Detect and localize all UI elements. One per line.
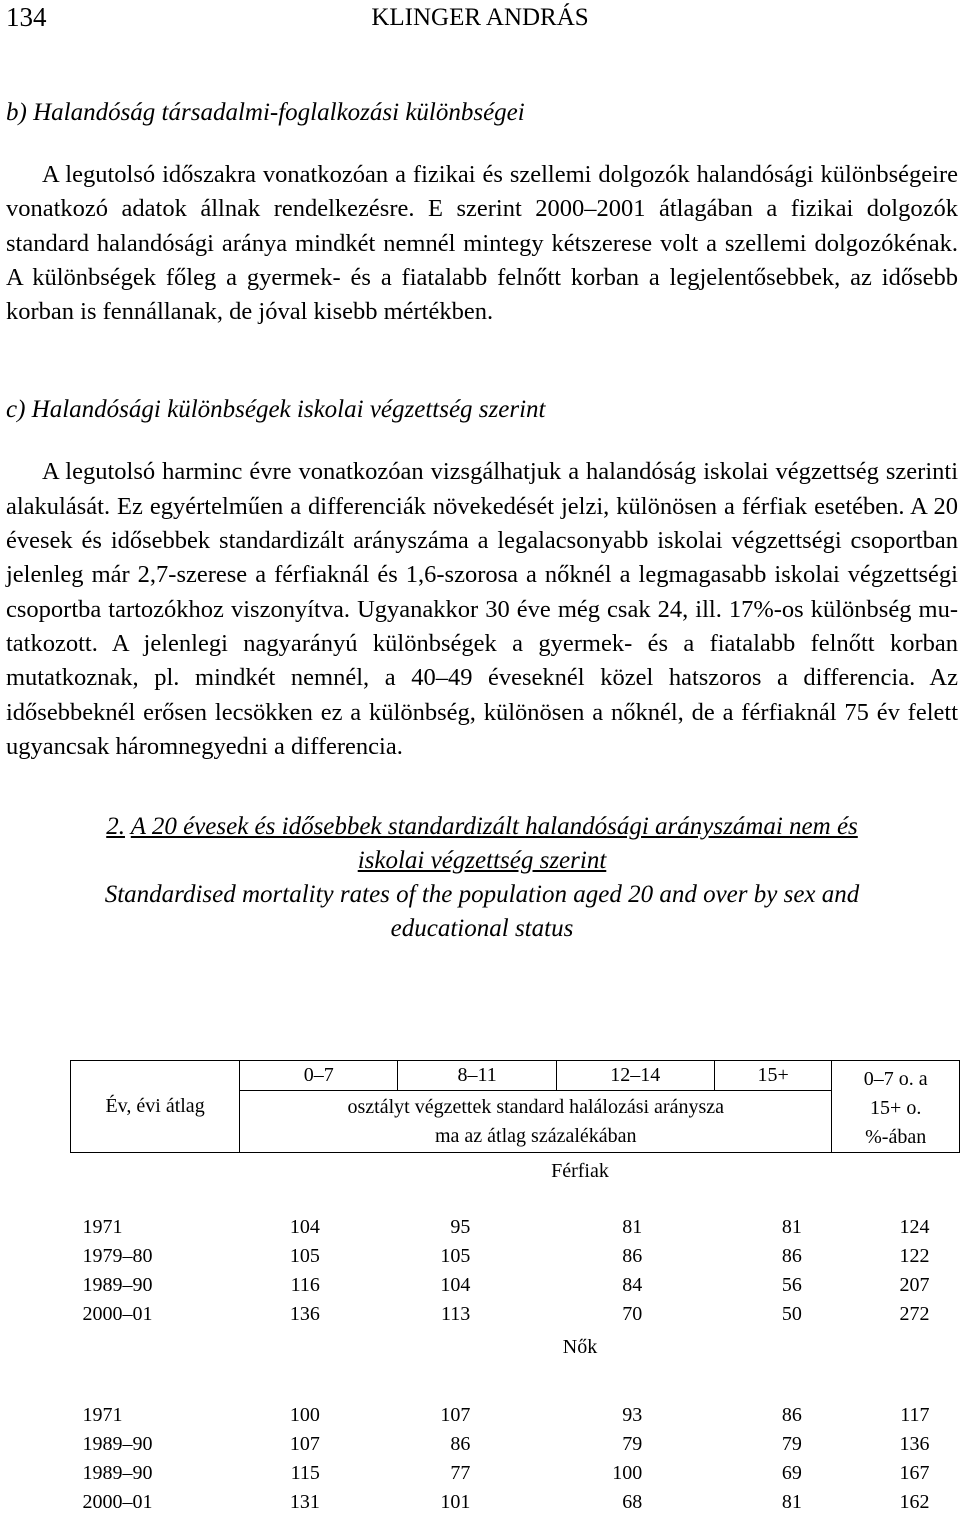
- table-body: [71, 1153, 960, 1517]
- row-year: 1979–80: [71, 1242, 240, 1271]
- row-year: 1971: [71, 1213, 240, 1242]
- row-value: 131: [240, 1488, 398, 1517]
- table-row: [71, 1488, 960, 1517]
- row-value: 86: [556, 1242, 714, 1271]
- row-value: 70: [556, 1300, 714, 1329]
- row-value: 50: [714, 1300, 832, 1329]
- row-value: 117: [832, 1401, 960, 1430]
- group-label: Férfiak: [71, 1153, 960, 1202]
- row-value: 77: [398, 1459, 556, 1488]
- row-value: 105: [240, 1242, 398, 1271]
- row-value: 84: [556, 1271, 714, 1300]
- table-title-hu-1: A 20 évesek és idősebbek standardizált halandósági arányszámai nem és: [131, 813, 858, 840]
- page-header: [0, 2, 960, 42]
- table-row: [71, 1300, 960, 1329]
- row-value: 105: [398, 1242, 556, 1271]
- col-header-subtitle-line-1: osztályt végzettek standard halálozási aránysza: [240, 1093, 831, 1122]
- col-header-ratio-line-3: %-ában: [832, 1123, 959, 1152]
- table-row: [71, 1213, 960, 1242]
- row-value: 81: [714, 1213, 832, 1242]
- col-header-ratio: [832, 1061, 960, 1153]
- row-year: 2000–01: [71, 1488, 240, 1517]
- row-value: 136: [240, 1300, 398, 1329]
- table-row: [71, 1271, 960, 1300]
- row-value: 68: [556, 1488, 714, 1517]
- row-year: 1971: [71, 1401, 240, 1430]
- row-value: 56: [714, 1271, 832, 1300]
- row-value: 115: [240, 1459, 398, 1488]
- col-header-group-2: 12–14: [556, 1061, 714, 1091]
- table-number: 2.: [106, 813, 125, 840]
- table-row: [71, 1430, 960, 1459]
- row-value: 104: [398, 1271, 556, 1300]
- mortality-table: [70, 1060, 960, 1517]
- row-value: 207: [832, 1271, 960, 1300]
- row-value: 86: [398, 1430, 556, 1459]
- table-caption: [6, 810, 958, 946]
- row-value: 101: [398, 1488, 556, 1517]
- row-value: 95: [398, 1213, 556, 1242]
- col-header-subtitle: [240, 1091, 832, 1153]
- col-header-group-0: 0–7: [240, 1061, 398, 1091]
- row-value: 136: [832, 1430, 960, 1459]
- row-year: 1989–90: [71, 1430, 240, 1459]
- row-value: 167: [832, 1459, 960, 1488]
- row-value: 93: [556, 1401, 714, 1430]
- col-header-group-1: 8–11: [398, 1061, 556, 1091]
- page-number: 134: [6, 2, 47, 33]
- row-value: 86: [714, 1401, 832, 1430]
- row-value: 122: [832, 1242, 960, 1271]
- row-year: 1989–90: [71, 1271, 240, 1300]
- page-body: [6, 96, 958, 946]
- row-value: 81: [714, 1488, 832, 1517]
- running-head: KLINGER ANDRÁS: [0, 4, 960, 32]
- row-value: 107: [398, 1401, 556, 1430]
- row-value: 100: [556, 1459, 714, 1488]
- row-value: 116: [240, 1271, 398, 1300]
- table-row: [71, 1401, 960, 1430]
- col-header-group-3: 15+: [714, 1061, 832, 1091]
- col-header-ratio-line-2: 15+ o.: [832, 1094, 959, 1123]
- group-label: Nők: [71, 1329, 960, 1389]
- row-value: 100: [240, 1401, 398, 1430]
- row-year: 1989–90: [71, 1459, 240, 1488]
- table-title-en-2: educational status: [6, 912, 958, 946]
- table-title-en-1: Standardised mortality rates of the population aged 20 and over by sex and: [6, 878, 958, 912]
- section-b-heading: b) Halandóság társadalmi-foglalkozási különbségei: [6, 96, 958, 130]
- row-value: 104: [240, 1213, 398, 1242]
- table-row: [71, 1459, 960, 1488]
- section-b-paragraph: A legutolsó időszakra vonatkozóan a fizikai és szellemi dolgozók halandósági különbségeire vonatkozó adatok állnak rendelkezésre. E szerint 2000–2001 átlagában a fizikai dolgozók standard halandósági aránya mindkét nemnél mintegy kétszerese volt a szellemi dolgozókénak. A különbségek főleg a gyermek- és a fiatalabb felnőtt korban a legjelentősebbek, az idősebb korban is fennállanak, de jóval kisebb mértékben.: [6, 158, 958, 329]
- section-c-paragraph: A legutolsó harminc évre vonatkozóan vizsgálhatjuk a halandóság iskolai végzettség szerinti alakulását. Ez egyértelműen a differenciák növekedését jelzi, különösen a férfiak esetében. A 20 évesek és idősebbek standardizált arányszáma a legalacsonyabb iskolai végzettségi csoportban jelenleg már 2,7-szerese a férfiaknál és 1,6-szorosa a nőknél a legmagasabb iskolai végzettségi csoportba tartozókhoz viszonyítva. Ugyanakkor 30 éve még csak 24, ill. 17%-os különbség mutatkozott. A jelenlegi nagyarányú különbségek a gyermek- és a fiatalabb felnőtt korban mutatkoznak, pl. mindkét nemnél, a 40–49 éveseknél közel hatszoros a differencia. Az idősebbeknél erősen lecsökken ez a különbség, különösen a nőknél, de a férfiaknál 75 év felett ugyancsak háromnegyedni a differencia.: [6, 455, 958, 764]
- col-header-subtitle-line-2: ma az átlag százalékában: [240, 1122, 831, 1151]
- row-value: 124: [832, 1213, 960, 1242]
- row-value: 79: [556, 1430, 714, 1459]
- section-c-heading: c) Halandósági különbségek iskolai végzettség szerint: [6, 393, 958, 427]
- table-row: [71, 1242, 960, 1271]
- row-value: 86: [714, 1242, 832, 1271]
- row-value: 272: [832, 1300, 960, 1329]
- col-header-ratio-line-1: 0–7 o. a: [832, 1065, 959, 1094]
- row-value: 162: [832, 1488, 960, 1517]
- table-title-hu-2: iskolai végzettség szerint: [6, 844, 958, 878]
- row-value: 113: [398, 1300, 556, 1329]
- row-year: 2000–01: [71, 1300, 240, 1329]
- row-value: 79: [714, 1430, 832, 1459]
- row-value: 81: [556, 1213, 714, 1242]
- col-header-year: Év, évi átlag: [71, 1061, 240, 1153]
- row-value: 107: [240, 1430, 398, 1459]
- row-value: 69: [714, 1459, 832, 1488]
